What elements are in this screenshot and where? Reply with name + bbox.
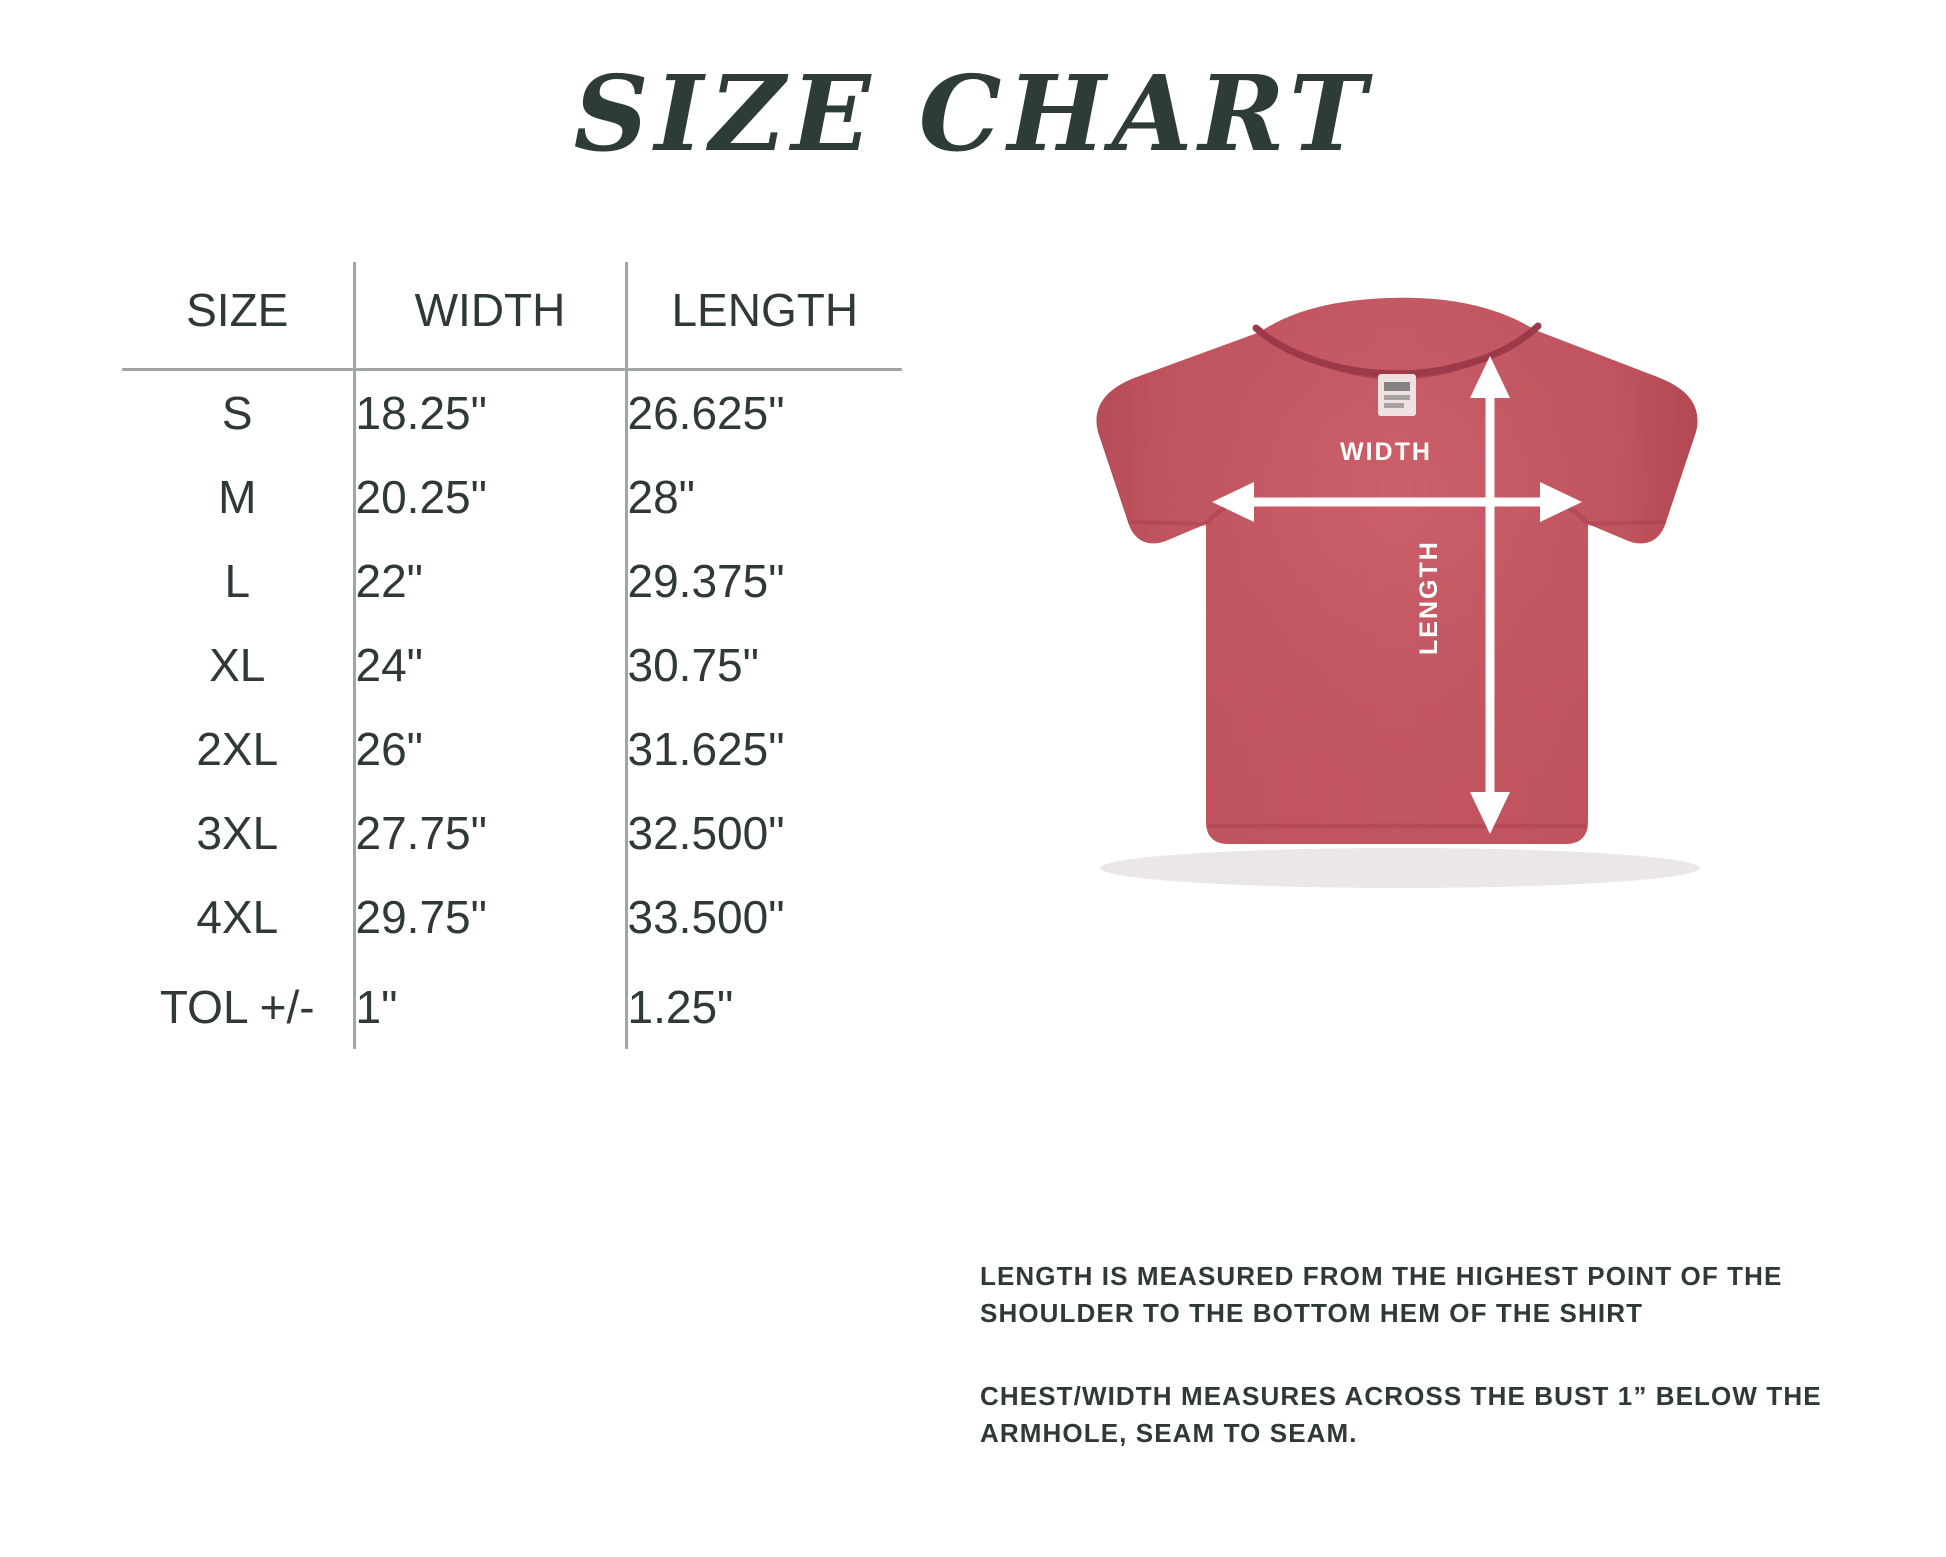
table-row xyxy=(122,791,902,875)
cell-width: 27.75" xyxy=(354,791,626,875)
table-row xyxy=(122,455,902,539)
cell-length: 1.25" xyxy=(626,959,902,1049)
left-cuff xyxy=(1128,522,1206,524)
header-width: WIDTH xyxy=(354,262,626,370)
tag-line-3 xyxy=(1384,403,1404,408)
header-length: LENGTH xyxy=(626,262,902,370)
tshirt-illustration xyxy=(960,270,1860,910)
note-chest-width: CHEST/WIDTH MEASURES ACROSS THE BUST 1” BELOW THE ARMHOLE, SEAM TO SEAM. xyxy=(980,1380,1822,1448)
tag-line-2 xyxy=(1384,395,1410,400)
size-table-header xyxy=(122,262,902,370)
table-row xyxy=(122,370,902,456)
cell-size: TOL +/- xyxy=(159,981,315,1033)
size-table-container xyxy=(122,262,902,1049)
cell-size: M xyxy=(218,471,257,523)
cell-length: 28" xyxy=(626,455,902,539)
cell-length: 30.75" xyxy=(626,623,902,707)
size-table-body xyxy=(122,370,902,1050)
table-row xyxy=(122,539,902,623)
cell-length: 32.500" xyxy=(626,791,902,875)
shirt-shadow xyxy=(1100,848,1700,888)
cell-size: 3XL xyxy=(196,807,279,859)
cell-width: 26" xyxy=(354,707,626,791)
cell-size: 4XL xyxy=(196,891,279,943)
shirt-diagram xyxy=(960,270,1860,910)
table-header-row xyxy=(122,262,902,370)
tag-line-1 xyxy=(1384,382,1410,391)
width-label: WIDTH xyxy=(1340,438,1432,466)
measurement-notes xyxy=(980,1258,1910,1452)
cell-length: 33.500" xyxy=(626,875,902,959)
page-title: SIZE CHART xyxy=(573,52,1373,175)
cell-width: 22" xyxy=(354,539,626,623)
table-row xyxy=(122,707,902,791)
length-label: LENGTH xyxy=(1415,540,1443,655)
cell-width: 29.75" xyxy=(354,875,626,959)
size-table xyxy=(122,262,902,1049)
cell-size: 2XL xyxy=(196,723,279,775)
cell-size: S xyxy=(221,387,253,439)
cell-width: 18.25" xyxy=(354,370,626,456)
table-row xyxy=(122,875,902,959)
cell-length: 26.625" xyxy=(626,370,902,456)
cell-width: 1" xyxy=(354,959,626,1049)
cell-size: XL xyxy=(209,639,266,691)
cell-width: 24" xyxy=(354,623,626,707)
note-length: LENGTH IS MEASURED FROM THE HIGHEST POINT OF THE SHOULDER TO THE BOTTOM HEM OF THE SHIRT xyxy=(980,1261,1783,1328)
header-size: SIZE xyxy=(186,284,289,336)
table-row xyxy=(122,623,902,707)
cell-length: 29.375" xyxy=(626,539,902,623)
cell-length: 31.625" xyxy=(626,707,902,791)
cell-width: 20.25" xyxy=(354,455,626,539)
cell-size: L xyxy=(224,555,251,607)
table-row-tolerance xyxy=(122,959,902,1049)
right-cuff xyxy=(1588,522,1666,524)
